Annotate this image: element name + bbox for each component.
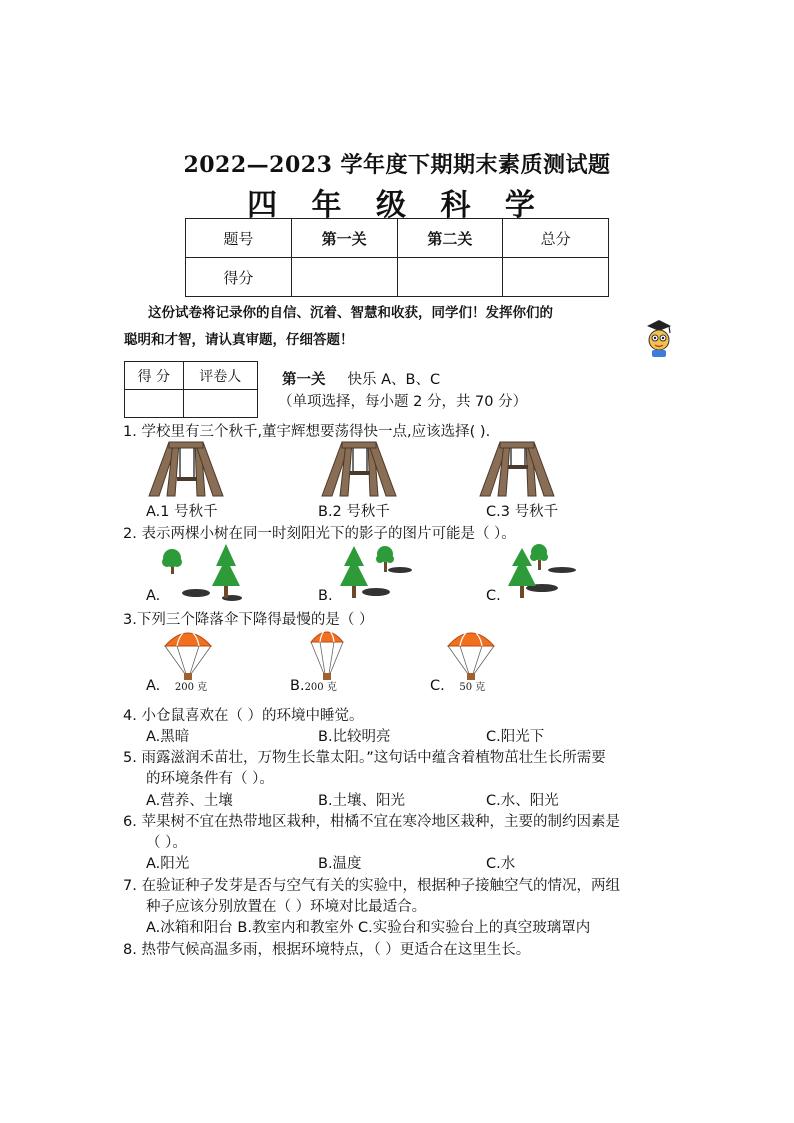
section-note: （单项选择，每小题 2 分，共 70 分）: [278, 394, 528, 410]
question-5-text-line2: 的环境条件有（ ）。: [146, 771, 274, 787]
q1-option-a[interactable]: A.1 号秋千: [146, 504, 218, 520]
grader-score-label: 得 分: [125, 362, 184, 390]
grader-name-label: 评卷人: [183, 362, 257, 390]
swing-2-image: [320, 440, 398, 498]
q4-option-b[interactable]: B.比较明亮: [318, 729, 391, 745]
q2-option-c[interactable]: C.: [486, 588, 501, 604]
section-header: [282, 368, 440, 389]
q1-option-c[interactable]: C.3 号秋千: [486, 504, 559, 520]
q4-option-a[interactable]: A.黑暗: [146, 729, 190, 745]
question-5-text-line1: 5. 雨露滋润禾苗壮，万物生长靠太阳。”这句话中蕴含着植物茁壮生长所需要: [123, 750, 606, 766]
q1-option-b[interactable]: B.2 号秋千: [318, 504, 390, 520]
intro-line-1: 这份试卷将记录你的自信、沉着、智慧和收获，同学们！发挥你们的: [148, 305, 553, 321]
question-7-text-line1: 7. 在验证种子发芽是否与空气有关的实验中，根据种子接触空气的情况，两组: [123, 878, 620, 894]
q3-option-c[interactable]: [430, 678, 485, 694]
q5-option-a[interactable]: A.营养、土壤: [146, 793, 233, 809]
trees-option-a-image: [160, 540, 245, 602]
trees-option-c-image: [500, 540, 585, 602]
grader-score-cell[interactable]: [125, 390, 184, 418]
score-header-level1: 第一关: [291, 219, 397, 258]
graduate-cartoon-icon: [644, 318, 674, 358]
score-header-number: 题号: [186, 219, 292, 258]
score-table: [185, 218, 609, 297]
q6-option-b[interactable]: B.温度: [318, 856, 362, 872]
question-6-text-line2: （ ）。: [146, 835, 187, 851]
parachute-b-image: [307, 626, 347, 682]
q6-option-a[interactable]: A.阳光: [146, 856, 190, 872]
q3-weight-a: 200 克: [174, 682, 208, 693]
exam-subtitle: 四 年 级 科 学: [247, 188, 547, 223]
q3-option-c-letter: C.: [430, 678, 445, 694]
question-7-text-line2: 种子应该分别放置在（ ）环境对比最适合。: [146, 899, 427, 915]
score-cell-total[interactable]: [503, 258, 609, 297]
score-header-total: 总分: [503, 219, 609, 258]
intro-line-2: 聪明和才智，请认真审题，仔细答题！: [124, 332, 354, 348]
swing-3-image: [478, 440, 556, 498]
swing-1-image: [147, 440, 225, 498]
intro-paragraph: [124, 300, 644, 354]
score-header-level2: 第二关: [397, 219, 503, 258]
score-cell-level1[interactable]: [291, 258, 397, 297]
q4-option-c[interactable]: C.阳光下: [486, 729, 545, 745]
question-8-text: 8. 热带气候高温多雨，根据环境特点，（ ）更适合在这里生长。: [123, 942, 531, 958]
q3-weight-b: 200 克: [304, 682, 337, 693]
question-6-text-line1: 6. 苹果树不宜在热带地区栽种，柑橘不宜在寒冷地区栽种，主要的制约因素是: [123, 814, 620, 830]
trees-option-b-image: [334, 540, 419, 602]
q5-option-c[interactable]: C.水、阳光: [486, 793, 559, 809]
q3-option-a[interactable]: [146, 678, 207, 694]
q6-option-c[interactable]: C.水: [486, 856, 516, 872]
q5-option-b[interactable]: B.土壤、阳光: [318, 793, 406, 809]
section-theme: 快乐 A、B、C: [347, 372, 441, 388]
q2-option-b[interactable]: B.: [318, 588, 333, 604]
exam-title: 2022—2023 学年度下期期末素质测试题: [183, 152, 611, 178]
q3-option-a-letter: A.: [146, 678, 161, 694]
q3-option-b-letter: B.: [290, 678, 305, 694]
parachute-c-image: [446, 626, 496, 682]
grader-name-cell[interactable]: [183, 390, 257, 418]
q3-option-b[interactable]: [290, 678, 337, 694]
parachute-a-image: [163, 626, 213, 682]
question-4-text: 4. 小仓鼠喜欢在（ ）的环境中睡觉。: [123, 708, 364, 724]
q2-option-a[interactable]: A.: [146, 588, 161, 604]
question-2-text: 2. 表示两棵小树在同一时刻阳光下的影子的图片可能是（ ）。: [123, 526, 516, 542]
q3-weight-c: 50 克: [459, 682, 486, 693]
question-3-text: 3.下列三个降落伞下降得最慢的是（ ）: [123, 612, 374, 628]
q7-options[interactable]: A.冰箱和阳台 B.教室内和教室外 C.实验台和实验台上的真空玻璃罩内: [146, 920, 591, 936]
grader-table: [124, 361, 258, 418]
section-name: 第一关: [282, 372, 326, 388]
score-row-label: 得分: [186, 258, 292, 297]
question-1-text: 1. 学校里有三个秋千,董宇辉想要荡得快一点,应该选择( ).: [123, 424, 491, 440]
score-cell-level2[interactable]: [397, 258, 503, 297]
